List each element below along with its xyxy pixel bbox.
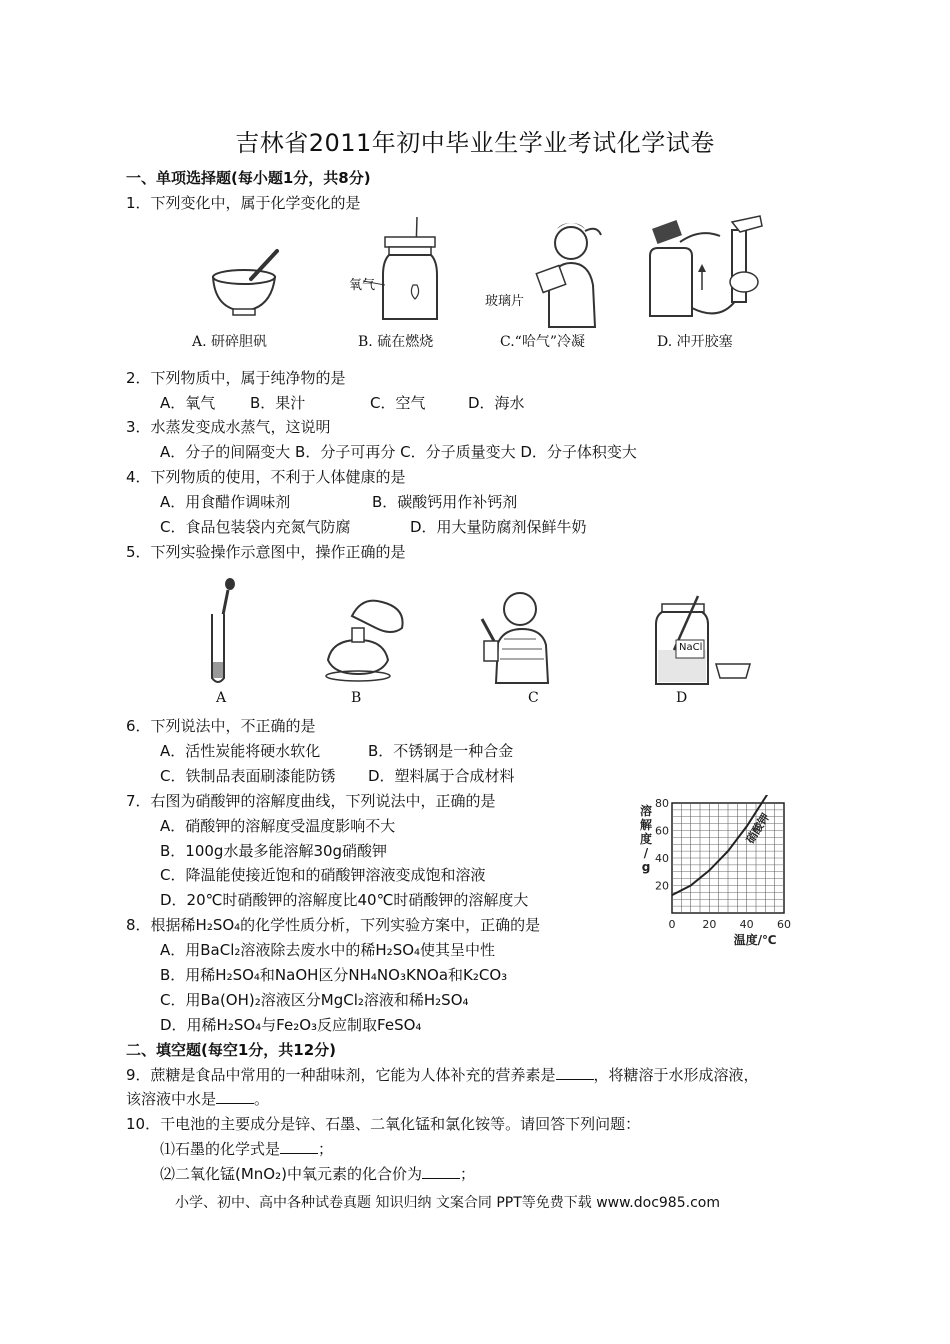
q2-option-c: C．空气: [370, 394, 426, 412]
question-4-stem: 4．下列物质的使用，不利于人体健康的是: [126, 468, 406, 486]
solubility-chart: [630, 795, 805, 955]
q5-caption-d: D: [676, 690, 688, 706]
y-label-char: 解: [639, 818, 653, 832]
q1-caption-b: B. 硫在燃烧: [358, 334, 434, 350]
q4-option-a: A．用食醋作调味剂: [160, 493, 291, 511]
question-8-stem: 8．根据稀H₂SO₄的化学性质分析，下列实验方案中，正确的是: [126, 916, 541, 934]
q2-option-b: B．果汁: [250, 394, 306, 412]
q10-sub2-end: ；: [459, 1165, 475, 1183]
q9-text-4: 。: [254, 1090, 270, 1108]
question-1-stem: 1．下列变化中，属于化学变化的是: [126, 194, 361, 212]
gas-jar-illustration: [345, 215, 445, 325]
q3-options: A．分子的间隔变大 B．分子可再分 C．分子质量变大 D．分子体积变大: [160, 443, 637, 461]
q10-blank-1[interactable]: [280, 1139, 318, 1154]
section-heading-fill: 二、填空题(每空1分，共12分): [126, 1041, 337, 1059]
q4-option-d: D．用大量防腐剂保鲜牛奶: [410, 518, 587, 536]
q9-text-2: ，将糖溶于水形成溶液，: [593, 1066, 759, 1084]
oxygen-label: 氧气: [349, 278, 376, 293]
glass-label: 玻璃片: [485, 294, 525, 309]
q9-text-1: 9．蔗糖是食品中常用的一种甜味剂，它能为人体补充的营养素是: [126, 1066, 556, 1084]
question-5-stem: 5．下列实验操作示意图中，操作正确的是: [126, 543, 406, 561]
q10-sub1-end: ；: [318, 1140, 334, 1158]
q7-option-b: B．100g水最多能溶解30g硝酸钾: [160, 842, 388, 860]
q10-sub2-text: ⑵二氧化锰(MnO₂)中氧元素的化合价为: [160, 1165, 422, 1183]
q4-option-c: C．食品包装袋内充氮气防腐: [160, 518, 351, 536]
test-tube-dropper-illustration: [198, 578, 248, 688]
q6-option-c: C．铁制品表面刷漆能防锈: [160, 767, 336, 785]
q6-option-a: A．活性炭能将硬水软化: [160, 742, 321, 760]
nacl-label: NaCl: [679, 642, 703, 653]
mortar-illustration: [205, 245, 285, 320]
q2-option-d: D．海水: [468, 394, 525, 412]
question-6-stem: 6．下列说法中，不正确的是: [126, 717, 316, 735]
pump-bottle-illustration: [640, 212, 770, 327]
x-tick-label: 60: [777, 918, 791, 931]
q1-caption-d: D. 冲开胶塞: [657, 334, 733, 350]
question-2-stem: 2．下列物质中，属于纯净物的是: [126, 369, 346, 387]
x-tick-label: 20: [702, 918, 717, 931]
q10-sub1-text: ⑴石墨的化学式是: [160, 1140, 281, 1158]
q1-caption-c: C.“哈气”冷凝: [500, 334, 585, 350]
q8-option-d: D．用稀H₂SO₄与Fe₂O₃反应制取FeSO₄: [160, 1016, 422, 1034]
q10-blank-2[interactable]: [422, 1164, 460, 1179]
boy-heating-illustration: [470, 585, 560, 685]
x-tick-label: 0: [668, 918, 676, 931]
q8-option-b: B．用稀H₂SO₄和NaOH区分NH₄NO₃KNOa和K₂CO₃: [160, 966, 508, 984]
q8-option-a: A．用BaCl₂溶液除去废水中的稀H₂SO₄使其呈中性: [160, 941, 496, 959]
y-tick-label: 40: [655, 852, 669, 865]
nacl-jar-illustration: [650, 590, 760, 690]
q6-option-b: B．不锈钢是一种合金: [368, 742, 514, 760]
q8-option-c: C．用Ba(OH)₂溶液区分MgCl₂溶液和稀H₂SO₄: [160, 991, 469, 1009]
q10-sub-2: [160, 1164, 475, 1184]
page-title: 吉林省2011年初中毕业生学业考试化学试卷: [235, 129, 715, 157]
x-axis-label: 温度/℃: [733, 933, 777, 947]
q9-blank-2[interactable]: [216, 1089, 254, 1104]
footer-ad: 小学、初中、高中各种试卷真题 知识归纳 文案合同 PPT等免费下载 www.doc985.com: [175, 1195, 720, 1211]
q9-blank-1[interactable]: [556, 1065, 594, 1080]
q7-option-a: A．硝酸钾的溶解度受温度影响不大: [160, 817, 396, 835]
y-label-char: 溶: [639, 804, 653, 818]
question-10-stem: 10．干电池的主要成分是锌、石墨、二氧化锰和氯化铵等。请回答下列问题：: [126, 1115, 641, 1133]
y-tick-label: 20: [655, 879, 669, 893]
q6-option-d: D．塑料属于合成材料: [368, 767, 515, 785]
y-axis-label: [640, 803, 652, 874]
alcohol-lamp-illustration: [322, 588, 422, 683]
question-9-line2: [126, 1089, 269, 1109]
question-7-stem: 7．右图为硝酸钾的溶解度曲线，下列说法中，正确的是: [126, 792, 496, 810]
q7-option-c: C．降温能使接近饱和的硝酸钾溶液变成饱和溶液: [160, 866, 486, 884]
section-heading-choice: 一、单项选择题(每小题1分，共8分): [126, 169, 371, 187]
q9-text-3: 该溶液中水是: [126, 1090, 217, 1108]
q10-sub-1: [160, 1139, 333, 1159]
series-label: 硝酸钾: [743, 810, 773, 846]
q2-option-a: A．氧气: [160, 394, 216, 412]
y-tick-label: 60: [655, 824, 669, 838]
q4-option-b: B．碳酸钙用作补钙剂: [372, 493, 518, 511]
y-tick-label: 80: [655, 797, 669, 810]
q1-caption-a: A. 研碎胆矾: [192, 334, 268, 350]
question-3-stem: 3．水蒸发变成水蒸气，这说明: [126, 418, 331, 436]
y-label-char: /: [643, 846, 649, 860]
x-tick-label: 40: [739, 918, 754, 931]
q7-option-d: D．20℃时硝酸钾的溶解度比40℃时硝酸钾的溶解度大: [160, 891, 529, 909]
q5-caption-a: A: [216, 690, 227, 706]
girl-breathing-illustration: [535, 215, 610, 335]
y-label-char: g: [641, 860, 651, 874]
y-label-char: 度: [639, 832, 653, 846]
q5-caption-c: C: [528, 690, 539, 706]
q5-caption-b: B: [351, 690, 362, 706]
question-9-line1: [126, 1065, 759, 1085]
